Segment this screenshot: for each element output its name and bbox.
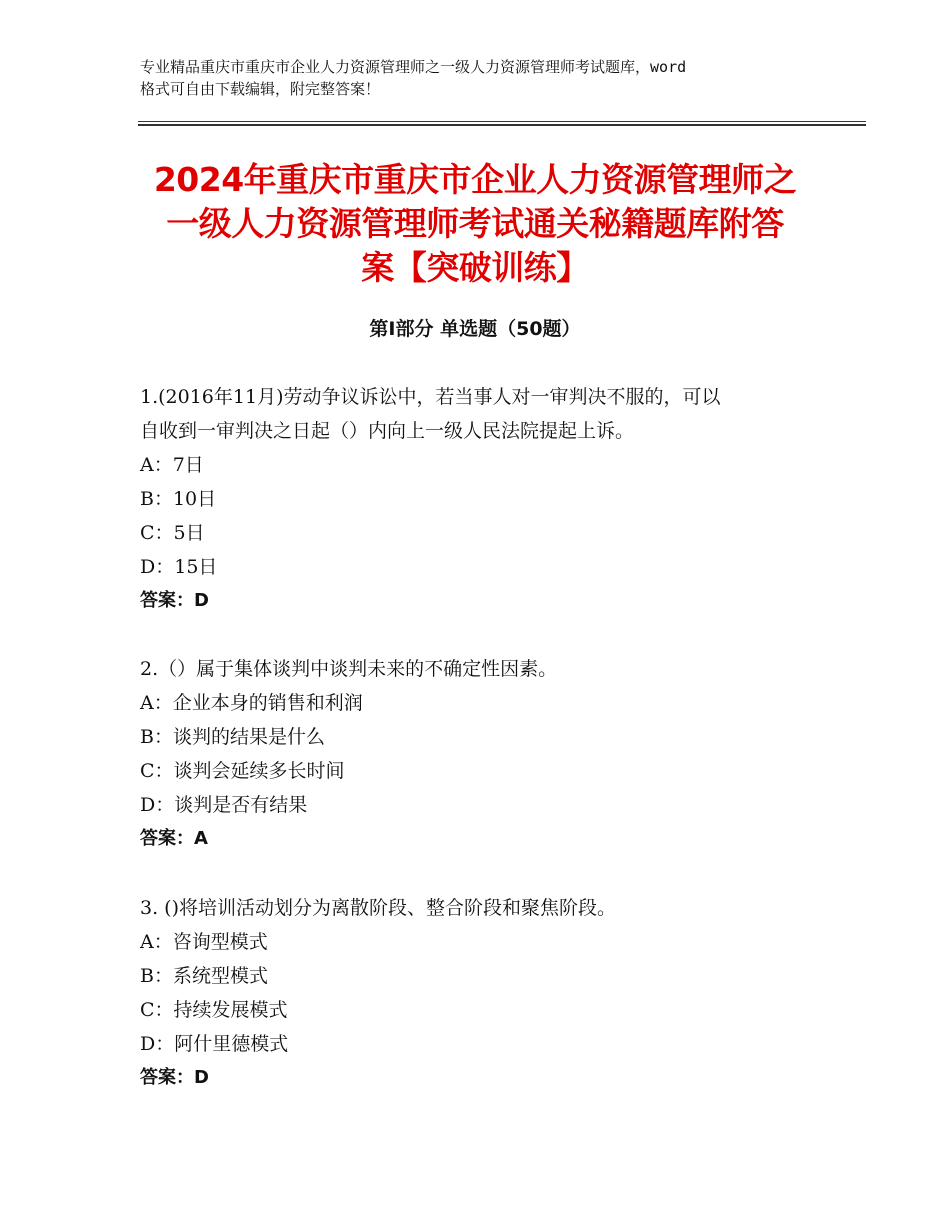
- document-title: [120, 158, 830, 290]
- document-title-line-3: 案【突破训练】: [361, 248, 589, 287]
- question-1-stem-line-1: 1.(2016年11月)劳动争议诉讼中，若当事人对一审判决不服的，可以: [140, 386, 721, 408]
- header-note-line-1: 专业精品重庆市重庆市企业人力资源管理师之一级人力资源管理师考试题库，word: [140, 58, 687, 76]
- question-1-option-c: C：5日: [140, 522, 205, 544]
- question-3-option-d: D：阿什里德模式: [140, 1033, 289, 1055]
- question-3-stem-line-1: 3. ()将培训活动划分为离散阶段、整合阶段和聚焦阶段。: [140, 897, 616, 919]
- question-2-option-c: C：谈判会延续多长时间: [140, 760, 345, 782]
- question-2-option-a: A：企业本身的销售和利润: [140, 692, 363, 714]
- header-note: [140, 56, 830, 100]
- question-2-answer: 答案：A: [140, 828, 208, 849]
- question-3-answer: 答案：D: [140, 1067, 209, 1088]
- question-1-stem-line-2: 自收到一审判决之日起（）内向上一级人民法院提起上诉。: [140, 420, 635, 442]
- question-3-option-c: C：持续发展模式: [140, 999, 288, 1021]
- question-2-option-b: B：谈判的结果是什么: [140, 726, 325, 748]
- question-3-option-a: A：咨询型模式: [140, 931, 268, 953]
- question-1-option-b: B：10日: [140, 488, 217, 510]
- document-title-line-2: 一级人力资源管理师考试通关秘籍题库附答: [166, 204, 784, 243]
- question-2: [140, 652, 820, 856]
- question-1-answer: 答案：D: [140, 590, 209, 611]
- header-divider-thin: [138, 121, 866, 122]
- header-divider-thick: [138, 124, 866, 126]
- question-3: [140, 891, 820, 1095]
- header-note-line-2: 格式可自由下载编辑，附完整答案！: [140, 80, 381, 98]
- question-3-option-b: B：系统型模式: [140, 965, 268, 987]
- question-2-option-d: D：谈判是否有结果: [140, 794, 308, 816]
- question-1-option-a: A：7日: [140, 454, 204, 476]
- question-2-stem-line-1: 2.（）属于集体谈判中谈判未来的不确定性因素。: [140, 658, 558, 680]
- question-1-option-d: D：15日: [140, 556, 218, 578]
- document-title-line-1: 2024年重庆市重庆市企业人力资源管理师之: [153, 160, 797, 199]
- section-title: 第Ⅰ部分 单选题（50题）: [369, 318, 581, 340]
- question-1: [140, 380, 820, 618]
